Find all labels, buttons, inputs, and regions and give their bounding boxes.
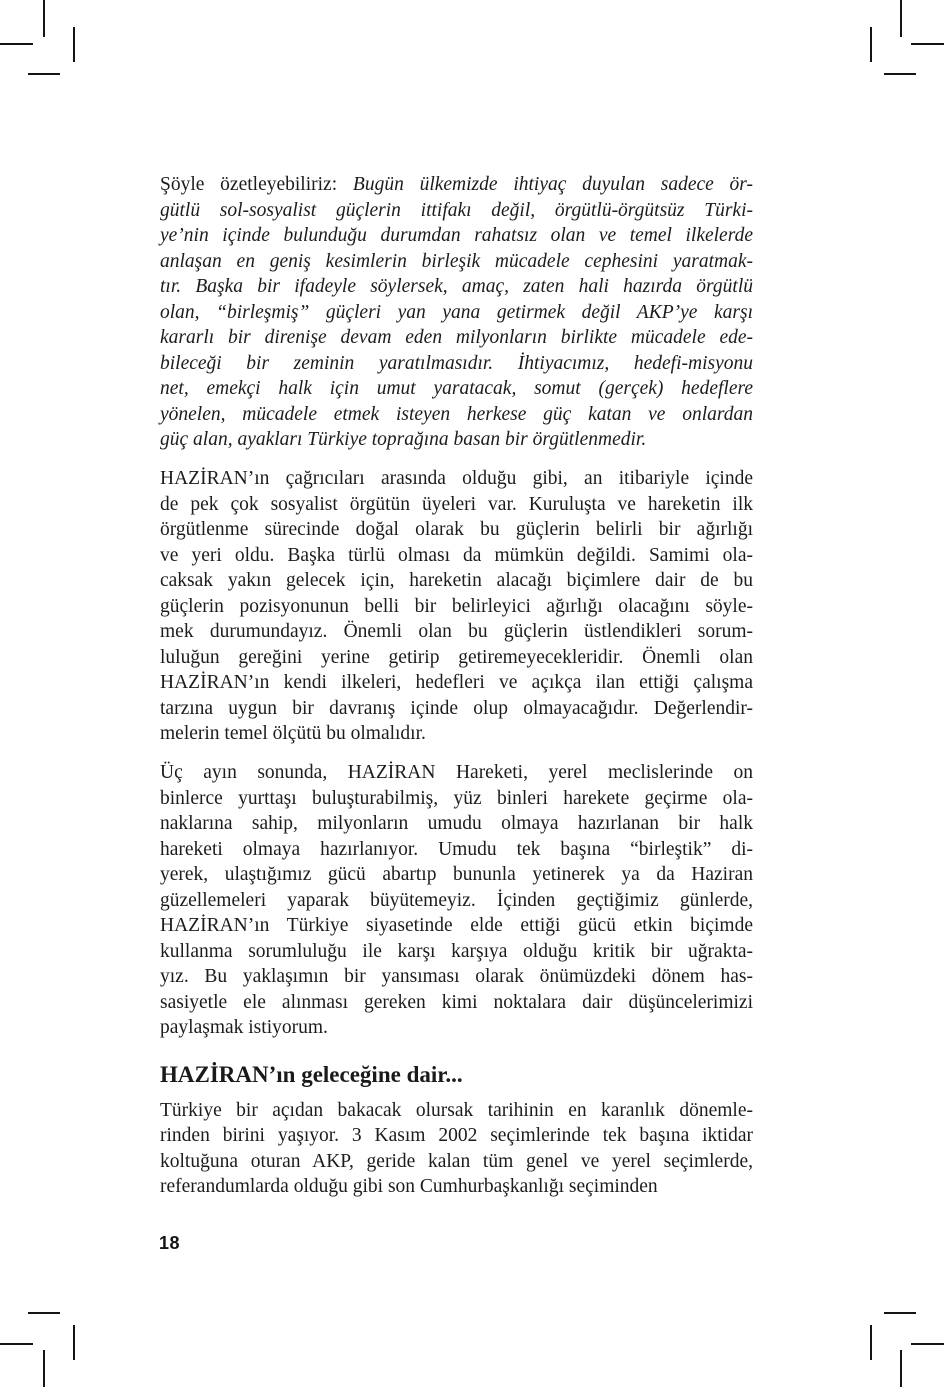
text-line: koltuğuna oturan AKP, geride kalan tüm genel ve yerel seçimlerde, xyxy=(160,1150,753,1172)
text-line: güzellemeleri yaparak büyütemeyiz. İçinden geçtiğimiz günlerde, xyxy=(160,889,753,911)
text-line: sasiyetle ele alınması gereken kimi noktalara dair düşüncelerimizi xyxy=(160,991,753,1013)
text-line: ve yeri oldu. Başka türlü olması da mümkün değildi. Samimi ola- xyxy=(160,544,753,566)
page-number: 18 xyxy=(159,1233,181,1253)
text-line xyxy=(160,172,753,198)
text-line: güç alan, ayakları Türkiye toprağına basan bir örgütlenmedir. xyxy=(160,429,647,450)
text-line: HAZİRAN’ın Türkiye siyasetinde elde ettiği gücü etkin biçimde xyxy=(160,915,753,936)
text-line: HAZİRAN’ın çağrıcıları arasında olduğu gibi, an itibariyle içinde xyxy=(160,468,753,489)
paragraph xyxy=(160,1098,753,1200)
text-line: ye’nin içinde bulunduğu durumdan rahatsız olan ve temel ilkelerde xyxy=(160,225,753,246)
crop-mark-bottom-left-outer-vertical xyxy=(43,1350,45,1387)
text-line: kullanma sorumluluğu ile karşı karşıya olduğu kritik bir uğrakta- xyxy=(160,940,753,962)
crop-mark-top-right-inner-vertical xyxy=(870,27,872,62)
text-line: kararlı bir direnişe devam eden milyonların birlikte mücadele ede- xyxy=(160,327,753,348)
text-line: anlaşan en geniş kesimlerin birleşik mücadele cephesini yaratmak- xyxy=(160,250,753,272)
crop-mark-top-right-outer-horizontal xyxy=(911,43,944,45)
text-line: yız. Bu yaklaşımın bir yansıması olarak önümüzdeki dönem has- xyxy=(160,966,753,987)
text-line: melerin temel ölçütü bu olmalıdır. xyxy=(160,723,426,744)
crop-mark-top-right-inner-horizontal xyxy=(884,73,916,75)
paragraph xyxy=(160,760,753,1041)
text-line: luluğun gereğini yerine getirip getiremeyecekleridir. Önemli olan xyxy=(160,646,753,668)
text-line: olan, “birleşmiş” güçleri yan yana getirmek değil AKP’ye karşı xyxy=(160,301,753,323)
paragraph xyxy=(160,466,753,747)
text-line: tarzına uygun bir davranış içinde olup olmayacağıdır. Değerlendir- xyxy=(160,697,753,719)
crop-mark-bottom-left-inner-vertical xyxy=(73,1325,75,1360)
text-line: güçlerin pozisyonunun belli bir belirleyici ağırlığı olacağını söyle- xyxy=(160,595,753,617)
text-line: net, emekçi halk için umut yaratacak, somut (gerçek) hedeflere xyxy=(160,378,753,399)
text-line: yönelen, mücadele etmek isteyen herkese güç katan ve onlardan xyxy=(160,403,753,425)
text-line: yerek, ulaştığımız gücü abartıp bununla yetinerek ya da Haziran xyxy=(160,864,753,885)
crop-mark-top-right-outer-vertical xyxy=(900,0,902,37)
crop-mark-top-left-inner-horizontal xyxy=(28,73,60,75)
text-line: örgütlenme sürecinde doğal olarak bu güçlerin belirli bir ağırlığı xyxy=(160,519,753,540)
text-block xyxy=(160,172,753,1213)
text-line: referandumlarda olduğu gibi son Cumhurbaşkanlığı seçiminden xyxy=(160,1176,658,1197)
text-line: Üç ayın sonunda, HAZİRAN Hareketi, yerel meclislerinde on xyxy=(160,762,753,783)
text-line: Türkiye bir açıdan bakacak olursak tarihinin en karanlık dönemle- xyxy=(160,1099,753,1121)
text-line: hareketi olmaya hazırlanıyor. Umudu tek başına “birleştik” di- xyxy=(160,838,753,860)
text-line: de pek çok sosyalist örgütün üyeleri var. Kuruluşta ve hareketin ilk xyxy=(160,493,753,515)
paragraph xyxy=(160,172,753,453)
crop-mark-bottom-left-outer-horizontal xyxy=(0,1343,33,1345)
crop-mark-bottom-left-inner-horizontal xyxy=(28,1312,60,1314)
text-line: HAZİRAN’ın kendi ilkeleri, hedefleri ve açıkça ilan ettiği çalışma xyxy=(160,672,753,693)
text-line: bileceği bir zeminin yaratılmasıdır. İhtiyacımız, hedefi-misyonu xyxy=(160,352,753,374)
text-line-rest: Bugün ülkemizde ihtiyaç duyulan sadece ör- xyxy=(352,174,753,195)
crop-mark-bottom-right-inner-vertical xyxy=(870,1325,872,1360)
text-line: gütlü sol-sosyalist güçlerin ittifakı değil, örgütlü-örgütsüz Türki- xyxy=(160,199,753,221)
text-line: rinden birini yaşıyor. 3 Kasım 2002 seçimlerinde tek başına iktidar xyxy=(160,1125,753,1146)
crop-mark-bottom-right-outer-vertical xyxy=(900,1350,902,1387)
text-line: binlerce yurttaşı buluşturabilmiş, yüz binleri harekete geçirme ola- xyxy=(160,787,753,809)
crop-mark-top-left-outer-horizontal xyxy=(0,43,33,45)
crop-mark-top-left-outer-vertical xyxy=(43,0,45,37)
paragraph-lead: Şöyle özetleyebiliriz: xyxy=(160,174,353,195)
crop-mark-bottom-right-outer-horizontal xyxy=(911,1343,944,1345)
text-line: mek durumundayız. Önemli olan bu güçlerin üstlendikleri sorum- xyxy=(160,621,753,642)
crop-mark-top-left-inner-vertical xyxy=(73,27,75,62)
text-line: caksak yakın gelecek için, hareketin alacağı biçimlere dair de bu xyxy=(160,570,753,591)
section-heading: HAZİRAN’ın geleceğine dair... xyxy=(160,1061,463,1087)
crop-mark-bottom-right-inner-horizontal xyxy=(884,1312,916,1314)
text-line: naklarına sahip, milyonların umudu olmaya hazırlanan bir halk xyxy=(160,813,753,834)
text-line: paylaşmak istiyorum. xyxy=(160,1017,328,1038)
text-line: tır. Başka bir ifadeyle söylersek, amaç, zaten hali hazırda örgütlü xyxy=(160,276,753,297)
